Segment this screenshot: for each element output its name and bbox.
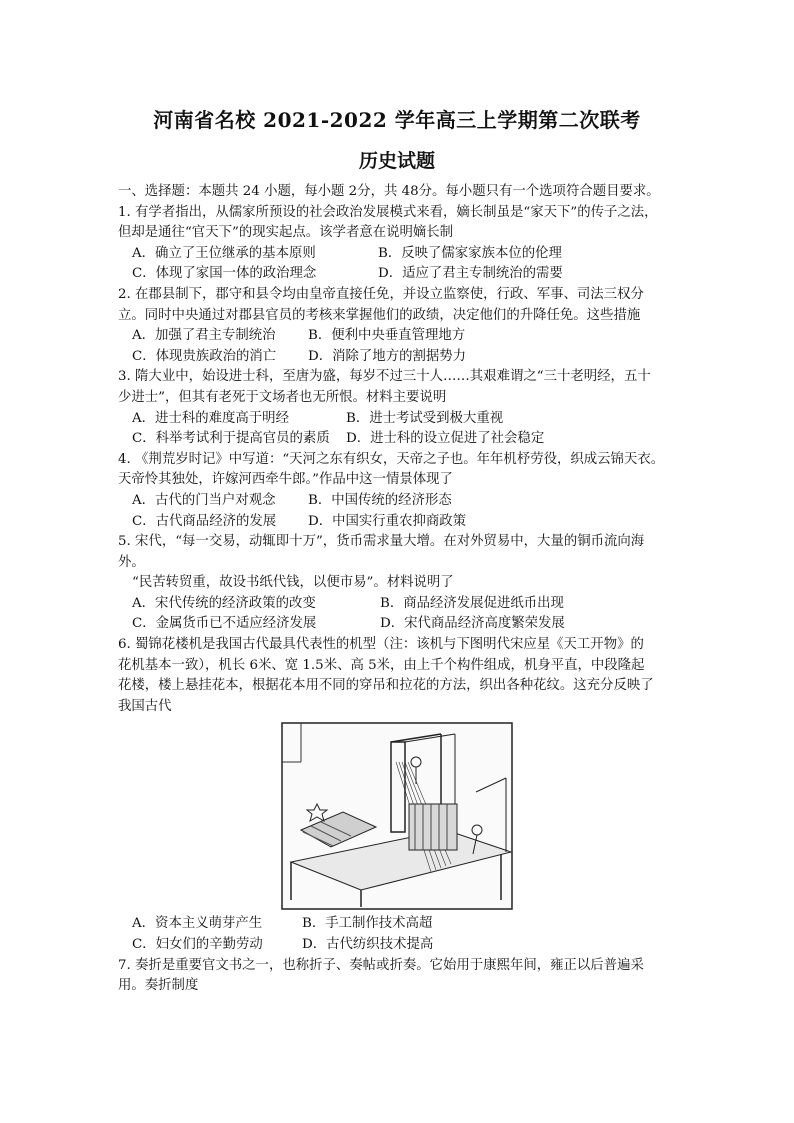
question-7-stem-line-2: 用。奏折制度: [118, 978, 199, 994]
loom-illustration: [281, 722, 513, 910]
option-d: D．进士科的设立促进了社会稳定: [346, 431, 545, 447]
option-a: A．加强了君主专制统治: [132, 328, 276, 344]
question-6-stem-line-4: 我国古代: [118, 698, 172, 714]
question-2-options-row-2: [118, 347, 678, 368]
exam-title: 河南省名校 2021-2022 学年高三上学期第二次联考: [153, 108, 641, 132]
question-4-options-row-1: [118, 491, 678, 512]
option-a: A．古代的门当户对观念: [132, 492, 276, 508]
section-heading: 一、选择题：本题共 24 小题，每小题 2分，共 48分。每小题只有一个选项符合题目要求。: [118, 184, 660, 199]
question-5-stem-line-1: 5. 宋代，“每一交易，动辄即十万”，货币需求量大增。在对外贸易中，大量的铜币流向海: [118, 534, 645, 550]
option-b: B．中国传统的经济形态: [308, 492, 452, 508]
question-6-options-row-2: [118, 935, 678, 956]
exam-subtitle: 历史试题: [358, 150, 435, 172]
question-7-stem-line-1: 7. 奏折是重要官文书之一，也称折子、奏帖或折奏。它始用于康熙年间，雍正以后普遍采: [118, 957, 644, 973]
exam-content: [118, 182, 678, 997]
option-a: A．资本主义萌芽产生: [132, 916, 263, 932]
option-b: B．进士考试受到极大重视: [346, 410, 504, 426]
option-d: D．古代纺织技术提高: [302, 937, 434, 953]
option-b: B．手工制作技术高超: [302, 916, 433, 932]
option-a: A．宋代传统的经济政策的改变: [132, 595, 316, 611]
question-5-quote: “民苦转贸重，故设书纸代钱，以便市易”。材料说明了: [132, 575, 454, 591]
question-5-options-row-1: [118, 594, 678, 615]
question-5-stem-line-2: 外。: [118, 554, 145, 570]
question-3-stem-line-2: 少进士”，但其有老死于文场者也无所恨。材料主要说明: [118, 389, 447, 405]
option-b: B．便利中央垂直管理地方: [308, 328, 466, 344]
option-b: B．反映了儒家家族本位的伦理: [378, 245, 562, 261]
option-c: C．科举考试利于提高官员的素质: [132, 431, 330, 447]
question-2-stem-line-2: 立。同时中央通过对郡县官员的考核来掌握他们的政绩，决定他们的升降任免。这些措施: [118, 307, 641, 323]
option-a: A．进士科的难度高于明经: [132, 410, 289, 426]
question-3-options-row-2: [118, 429, 678, 450]
question-6-stem-line-1: 6. 蜀锦花楼机是我国古代最具代表性的机型（注：该机与下图明代宋应星《天工开物》的: [118, 637, 644, 653]
option-c: C．体现了家国一体的政治理念: [132, 266, 317, 282]
option-c: C．体现贵族政治的消亡: [132, 348, 277, 364]
question-1-stem-line-2: 但却是通往“官天下”的现实起点。该学者意在说明嫡长制: [118, 225, 454, 241]
option-d: D．宋代商品经济高度繁荣发展: [380, 616, 565, 632]
question-3-stem-line-1: 3. 隋大业中，始设进士科，至唐为盛，每岁不过三十人……其艰难谓之“三十老明经，五十: [118, 369, 651, 385]
question-2-stem-line-1: 2. 在郡县制下，郡守和县令均由皇帝直接任免，并设立监察使，行政、军事、司法三权分: [118, 286, 644, 302]
option-c: C．金属货币已不适应经济发展: [132, 616, 317, 632]
option-d: D．消除了地方的割据势力: [308, 348, 467, 364]
question-6-stem-line-3: 花楼，楼上悬挂花本，根据花本用不同的穿吊和拉花的方法，织出各种花纹。这充分反映了: [118, 678, 654, 694]
question-4-stem-line-1: 4. 《荆荒岁时记》中写道：“天河之东有织女，天帝之子也。年年机杼劳役，织成云锦天衣。: [118, 451, 665, 467]
question-3-options-row-1: [118, 409, 678, 430]
question-1-stem-line-1: 1. 有学者指出，从儒家所预设的社会政治发展模式来看，嫡长制虽是“家天下”的传子之法，: [118, 204, 658, 220]
question-1-options-row-1: [118, 244, 678, 265]
option-d: D．适应了君主专制统治的需要: [378, 266, 563, 282]
option-c: C．妇女们的辛勤劳动: [132, 937, 263, 953]
question-6-stem-line-2: 花机基本一致），机长 6米、宽 1.5米、高 5米，由上千个构件组成，机身平直，中段隆起: [118, 657, 645, 673]
question-5-options-row-2: [118, 614, 678, 635]
question-2-options-row-1: [118, 326, 678, 347]
question-4-stem-line-2: 天帝怜其独处，许嫁河西牵牛郎。”作品中这一情景体现了: [118, 472, 453, 488]
option-d: D．中国实行重农抑商政策: [308, 513, 467, 529]
question-1-options-row-2: [118, 264, 678, 285]
loom-drawing: [281, 722, 513, 910]
question-6-options-row-1: [118, 914, 678, 935]
option-c: C．古代商品经济的发展: [132, 513, 277, 529]
option-b: B．商品经济发展促进纸币出现: [380, 595, 564, 611]
option-a: A．确立了王位继承的基本原则: [132, 245, 316, 261]
question-4-options-row-2: [118, 512, 678, 533]
